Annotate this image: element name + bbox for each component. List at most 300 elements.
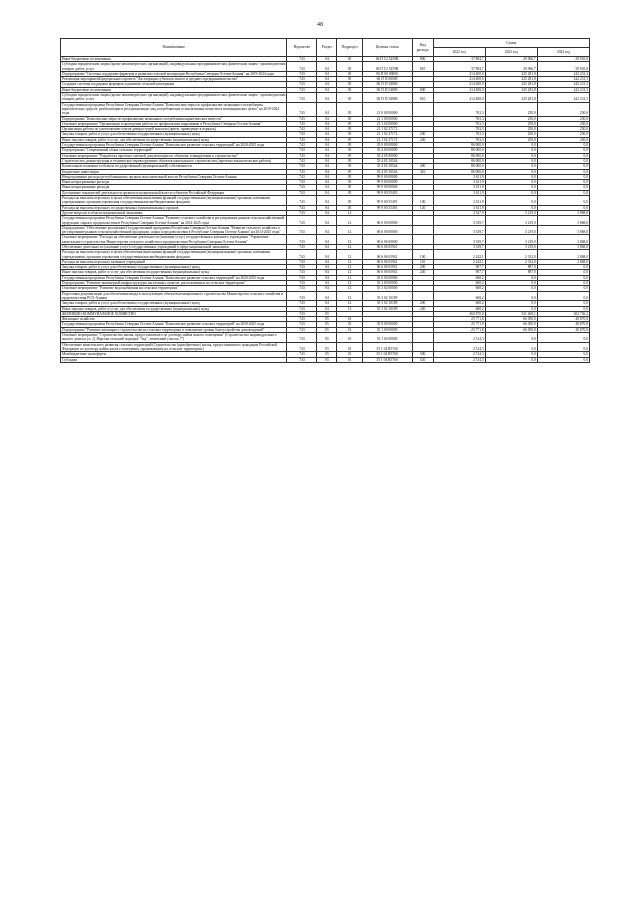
row-target-article: 06 6 06 05941: [362, 270, 412, 275]
row-sum-2022: 668,2: [433, 286, 485, 291]
row-target-article: 35 1 04 R5760: [362, 352, 412, 357]
row-sum-2022: 2 514,3: [433, 333, 485, 343]
row-sum-2023: 0,0: [485, 143, 537, 148]
row-vedomstvo: 743: [287, 205, 317, 210]
row-sum-2023: 2 332,0: [485, 259, 537, 264]
row-expense-type: 500: [412, 352, 433, 357]
row-vedomstvo: 743: [287, 357, 317, 362]
row-razdel: 04: [317, 270, 337, 275]
row-sum-2022: 2 514,3: [433, 342, 485, 352]
row-sum-2024: 0,0: [537, 180, 589, 185]
row-podrazdel: 05: [337, 205, 362, 210]
row-podrazdel: 05: [337, 180, 362, 185]
row-target-article: 21 1 02 27172: [362, 127, 412, 132]
row-sum-2024: 0,0: [537, 185, 589, 190]
row-name: Другие вопросы в области национальной экономики: [61, 210, 287, 215]
row-vedomstvo: 743: [287, 352, 317, 357]
row-sum-2022: 668,2: [433, 281, 485, 286]
row-sum-2022: 668,2: [433, 306, 485, 311]
row-razdel: 05: [317, 317, 337, 322]
row-razdel: 05: [317, 311, 337, 316]
row-sum-2023: 0,0: [485, 180, 537, 185]
row-vedomstvo: 743: [287, 116, 317, 121]
table-row: [61, 291, 590, 301]
row-podrazdel: 01: [337, 322, 362, 327]
row-target-article: 06 П I5 54800: [362, 93, 412, 103]
row-razdel: 04: [317, 180, 337, 185]
row-sum-2023: 66 050,0: [485, 322, 537, 327]
row-sum-2023: 887,0: [485, 270, 537, 275]
row-target-article: 06 6 06 05941: [362, 265, 412, 270]
row-target-article: 06 П I5 54800: [362, 87, 412, 92]
row-sum-2023: 0,0: [485, 301, 537, 306]
row-razdel: 04: [317, 174, 337, 179]
row-sum-2024: 0,0: [537, 174, 589, 179]
row-vedomstvo: 743: [287, 265, 317, 270]
row-target-article: 06 6 06 05941: [362, 250, 412, 260]
row-target-article: 99 9 00 55491: [362, 190, 412, 195]
row-podrazdel: 12: [337, 275, 362, 280]
row-name: Иные закупки товаров, работ и услуг для обеспечения государственных (муниципальных) нужд: [61, 306, 287, 311]
row-sum-2023: 250,0: [485, 116, 537, 121]
row-razdel: 04: [317, 225, 337, 235]
row-expense-type: 800: [412, 87, 433, 92]
row-vedomstvo: 743: [287, 244, 317, 249]
row-sum-2022: 3 611,9: [433, 190, 485, 195]
row-sum-2024: 0,0: [537, 143, 589, 148]
row-sum-2023: 250,0: [485, 132, 537, 137]
row-sum-2024: 0,0: [537, 342, 589, 352]
row-name: Расходы на выплаты персоналу в целях обеспечения выполнения функций государственными (муниципальными) органами, казенными учреждениями, органами управления государственными внебюджетными фондами: [61, 250, 287, 260]
row-sum-2023: 887,0: [485, 265, 537, 270]
row-sum-2023: 0,0: [485, 281, 537, 286]
row-vedomstvo: 743: [287, 121, 317, 126]
row-target-article: 35 4 05 10544: [362, 164, 412, 169]
row-sum-2024: 0,0: [537, 357, 589, 362]
row-razdel: 04: [317, 62, 337, 72]
row-sum-2024: 0,0: [537, 291, 589, 301]
row-razdel: 04: [317, 82, 337, 87]
row-sum-2024: 3 868,0: [537, 235, 589, 245]
row-sum-2023: 0,0: [485, 148, 537, 153]
row-razdel: 04: [317, 244, 337, 249]
row-expense-type: 810: [412, 93, 433, 103]
row-vedomstvo: 743: [287, 311, 317, 316]
row-name: Организация работы по уничтожению очагов дикорастущей конопли (прием, приведение в порядок): [61, 127, 287, 132]
row-name: Подпрограмма "Комплексные меры по профилактике незаконного потребления наркотических веществ": [61, 116, 287, 121]
row-sum-2022: 3 611,9: [433, 196, 485, 206]
row-sum-2022: 86 000,0: [433, 153, 485, 158]
row-expense-type: 400: [412, 164, 433, 169]
row-vedomstvo: 743: [287, 275, 317, 280]
row-expense-type: 200: [412, 132, 433, 137]
row-vedomstvo: 743: [287, 132, 317, 137]
row-sum-2023: 66 050,0: [485, 327, 537, 332]
row-vedomstvo: 743: [287, 333, 317, 343]
row-sum-2022: 2 242,1: [433, 259, 485, 264]
row-name: Иные закупки товаров, работ и услуг для обеспечения государственных (муниципальных) нужд: [61, 137, 287, 142]
row-sum-2022: 25 771,8: [433, 327, 485, 332]
row-name: Государственная программа Республики Северная Осетия-Алания "Комплексные меры по профилактике незаконного потребления наркотических средств, реабилитации и ресоциализации лиц, потребляющих психоактивные вещества в немедицинских целях" на 2019-2024 годы: [61, 102, 287, 116]
row-razdel: 04: [317, 190, 337, 195]
row-sum-2022: 25 771,8: [433, 322, 485, 327]
header-year-2023: 2023 год: [485, 48, 537, 57]
row-sum-2023: 250,0: [485, 121, 537, 126]
row-vedomstvo: 743: [287, 158, 317, 163]
row-sum-2023: 0,0: [485, 153, 537, 158]
row-target-article: 35 3 00 00000: [362, 281, 412, 286]
row-podrazdel: 05: [337, 57, 362, 62]
row-vedomstvo: 743: [287, 82, 317, 87]
row-target-article: 35 3 02 10189: [362, 291, 412, 301]
row-target-article: 06 П Т2 5259В: [362, 57, 412, 62]
table-row: [61, 357, 590, 362]
row-sum-2024: 250,0: [537, 137, 589, 142]
row-podrazdel: 01: [337, 327, 362, 332]
row-podrazdel: 05: [337, 164, 362, 169]
row-sum-2024: 0,0: [537, 265, 589, 270]
row-sum-2022: 763,3: [433, 132, 485, 137]
row-podrazdel: 05: [337, 116, 362, 121]
row-name: Подпрограмма "Развитие инженерной инфраструктуры населенных пунктов, расположенных на сельских территориях": [61, 281, 287, 286]
row-sum-2024: 0,0: [537, 286, 589, 291]
row-expense-type: [412, 333, 433, 343]
row-sum-2022: 668,2: [433, 291, 485, 301]
row-name: Государственная программа Республики Северная Осетия-Алания "Комплексное развитие сельских территорий" на 2020-2025 годы: [61, 275, 287, 280]
row-sum-2023: 225 281,8: [485, 87, 537, 92]
row-sum-2022: 86 000,0: [433, 169, 485, 174]
row-razdel: 04: [317, 205, 337, 210]
row-podrazdel: 12: [337, 235, 362, 245]
row-vedomstvo: 743: [287, 148, 317, 153]
row-expense-type: [412, 216, 433, 226]
row-target-article: 06 0 00 00000: [362, 216, 412, 226]
row-name: Подпрограмма "Современный облик сельских территорий": [61, 148, 287, 153]
row-sum-2022: 668,2: [433, 301, 485, 306]
row-sum-2024: 242 231,3: [537, 82, 589, 87]
row-podrazdel: 12: [337, 216, 362, 226]
row-name: Подпрограмма "Развитие жилищного строительства на сельских территориях и повышение уровня благоустройства домовладений": [61, 327, 287, 332]
table-body: [61, 57, 590, 363]
row-razdel: 04: [317, 259, 337, 264]
row-vedomstvo: 743: [287, 143, 317, 148]
row-razdel: 04: [317, 281, 337, 286]
row-sum-2024: 0,0: [537, 148, 589, 153]
row-podrazdel: 05: [337, 185, 362, 190]
row-sum-2023: 0,0: [485, 275, 537, 280]
row-podrazdel: 01: [337, 333, 362, 343]
row-sum-2024: 29 945,8: [537, 57, 589, 62]
row-podrazdel: 12: [337, 210, 362, 215]
row-name: Основное мероприятие "Организация и проведение работы по профилактике наркомании в Республике Северная Осетия-Алания": [61, 121, 287, 126]
row-target-article: 06 П 00 00000: [362, 71, 412, 76]
row-sum-2023: 0,0: [485, 352, 537, 357]
row-sum-2024: 242 231,3: [537, 87, 589, 92]
row-razdel: 04: [317, 235, 337, 245]
row-expense-type: 120: [412, 205, 433, 210]
row-target-article: 35 4 05 10544: [362, 158, 412, 163]
row-podrazdel: 05: [337, 132, 362, 137]
row-sum-2023: 29 966,7: [485, 57, 537, 62]
row-podrazdel: 05: [337, 196, 362, 206]
row-name: Расходы на выплаты персоналу казенных учреждений: [61, 259, 287, 264]
row-name: Строительство, реконструкция и техническое перевооружение объектов капитального строительства (проектно-изыскательские работы): [61, 158, 287, 163]
row-expense-type: 240: [412, 137, 433, 142]
row-expense-type: [412, 342, 433, 352]
row-vedomstvo: 743: [287, 301, 317, 306]
row-podrazdel: 05: [337, 174, 362, 179]
row-sum-2023: 0,0: [485, 169, 537, 174]
row-razdel: 04: [317, 121, 337, 126]
row-sum-2023: 0,0: [485, 174, 537, 179]
row-target-article: 06 П I5 00000: [362, 77, 412, 82]
row-name: Создание системы поддержки фермеров и развитие сельской кооперации: [61, 82, 287, 87]
row-name: Капитальные вложения в объекты государственной (муниципальной) собственности: [61, 164, 287, 169]
row-sum-2024: 250,0: [537, 116, 589, 121]
header-podrazdel: Подраздел: [337, 39, 362, 57]
row-razdel: 04: [317, 77, 337, 82]
row-razdel: 04: [317, 196, 337, 206]
row-sum-2023: 225 281,8: [485, 77, 537, 82]
row-vedomstvo: 743: [287, 102, 317, 116]
row-sum-2024: 0,0: [537, 164, 589, 169]
row-podrazdel: 05: [337, 87, 362, 92]
row-podrazdel: 12: [337, 259, 362, 264]
row-sum-2023: 250,0: [485, 137, 537, 142]
table-row: [61, 93, 590, 103]
row-vedomstvo: 743: [287, 342, 317, 352]
row-sum-2024: 242 231,3: [537, 77, 589, 82]
row-sum-2022: 3 611,9: [433, 180, 485, 185]
row-sum-2024: 0,0: [537, 190, 589, 195]
row-podrazdel: 05: [337, 93, 362, 103]
row-sum-2024: 2 868,0: [537, 250, 589, 260]
row-vedomstvo: 743: [287, 286, 317, 291]
row-target-article: 35 3 02 00000: [362, 286, 412, 291]
row-razdel: 04: [317, 148, 337, 153]
row-target-article: 21 1 02 00000: [362, 121, 412, 126]
row-vedomstvo: 743: [287, 270, 317, 275]
row-razdel: 04: [317, 158, 337, 163]
row-expense-type: 110: [412, 259, 433, 264]
row-sum-2022: 907,7: [433, 265, 485, 270]
row-podrazdel: 12: [337, 301, 362, 306]
row-razdel: 04: [317, 132, 337, 137]
row-sum-2023: 0,0: [485, 196, 537, 206]
row-name: Подпрограмма "Системы поддержки фермеров и развития сельской кооперации Республики Северная Осетия-Алания" на 2019-2024 годы: [61, 71, 287, 76]
row-podrazdel: 05: [337, 158, 362, 163]
row-sum-2022: 214 408,0: [433, 71, 485, 76]
table-row: [61, 102, 590, 116]
row-sum-2024: 0,0: [537, 270, 589, 275]
row-sum-2022: 25 771,8: [433, 317, 485, 322]
row-vedomstvo: 743: [287, 327, 317, 332]
page-number: 48: [317, 22, 323, 28]
row-sum-2022: 86 000,0: [433, 148, 485, 153]
row-expense-type: 410: [412, 169, 433, 174]
row-vedomstvo: 743: [287, 196, 317, 206]
row-expense-type: 240: [412, 306, 433, 311]
row-podrazdel: 12: [337, 286, 362, 291]
row-vedomstvo: 743: [287, 169, 317, 174]
row-name: Основное мероприятие "Развитие водоснабжения на сельских территориях": [61, 286, 287, 291]
row-sum-2024: 242 231,3: [537, 93, 589, 103]
row-sum-2023: 3 219,0: [485, 244, 537, 249]
row-target-article: 35 0 00 00000: [362, 322, 412, 327]
row-name: Иные бюджетные ассигнования: [61, 87, 287, 92]
row-sum-2023: 66 050,0: [485, 317, 537, 322]
row-sum-2023: 0,0: [485, 291, 537, 301]
row-sum-2024: 250,0: [537, 102, 589, 116]
row-vedomstvo: 743: [287, 77, 317, 82]
row-name: Обеспечение деятельности (оказание услуг) государственных учреждений в сфере национальной экономики: [61, 244, 287, 249]
row-name: Государственная программа Республики Северная Осетия-Алания "Развитие сельского хозяйства и регулирование рынков сельскохозяйственной продукции, сырья и продовольствия в Республике Северная Осетия-Алания" на 2014-2025 годы: [61, 216, 287, 226]
row-sum-2023: 0,0: [485, 190, 537, 195]
row-razdel: 05: [317, 352, 337, 357]
row-sum-2024: 0,0: [537, 306, 589, 311]
row-razdel: 04: [317, 93, 337, 103]
row-expense-type: 100: [412, 196, 433, 206]
row-podrazdel: 05: [337, 169, 362, 174]
row-razdel: 04: [317, 137, 337, 142]
row-target-article: 21 1 02 27172: [362, 132, 412, 137]
row-sum-2022: 907,7: [433, 270, 485, 275]
row-sum-2023: 0,0: [485, 185, 537, 190]
table-row: [61, 333, 590, 343]
row-razdel: 04: [317, 87, 337, 92]
row-podrazdel: 05: [337, 121, 362, 126]
row-podrazdel: 12: [337, 265, 362, 270]
row-name: Достижение показателей деятельности органов исполнительной власти субъектов Российской Федерации: [61, 190, 287, 195]
row-sum-2023: 0,0: [485, 306, 537, 311]
row-sum-2023: 0,0: [485, 158, 537, 163]
row-name: Иные непрограммные расходы: [61, 180, 287, 185]
row-name: Расходы на выплаты персоналу в целях обеспечения выполнения функций государственными (муниципальными) органами, казенными учреждениями, органами управления государственными внебюджетными фондами: [61, 196, 287, 206]
row-sum-2022: 460 870,0: [433, 311, 485, 316]
row-sum-2022: 763,3: [433, 121, 485, 126]
header-summa: Сумма: [433, 39, 589, 48]
row-sum-2024: 0,0: [537, 301, 589, 306]
row-razdel: 04: [317, 275, 337, 280]
row-podrazdel: 05: [337, 143, 362, 148]
row-target-article: 35 0 00 00000: [362, 143, 412, 148]
table-row: [61, 216, 590, 226]
row-expense-type: 240: [412, 270, 433, 275]
row-podrazdel: 01: [337, 352, 362, 357]
row-expense-type: 520: [412, 357, 433, 362]
row-sum-2022: 3 327,9: [433, 210, 485, 215]
row-name: Непрограммные расходы республиканских органов исполнительной власти Республики Северная Осетия-Алания: [61, 174, 287, 179]
row-sum-2024: 0,0: [537, 153, 589, 158]
header-target-article: Целевая статья: [362, 39, 412, 57]
row-target-article: 99 9 00 55491: [362, 205, 412, 210]
header-vedomstvo: Ведомство: [287, 39, 317, 57]
row-target-article: 35 3 02 10189: [362, 306, 412, 311]
table-row: [61, 196, 590, 206]
row-podrazdel: 05: [337, 82, 362, 87]
row-target-article: 35 0 00 00000: [362, 275, 412, 280]
row-sum-2024: 3 868,0: [537, 225, 589, 235]
row-vedomstvo: 743: [287, 317, 317, 322]
row-razdel: 04: [317, 301, 337, 306]
row-vedomstvo: 743: [287, 62, 317, 72]
row-target-article: 06 6 00 00000: [362, 225, 412, 235]
row-vedomstvo: 743: [287, 180, 317, 185]
row-vedomstvo: 743: [287, 185, 317, 190]
budget-table: [60, 38, 590, 363]
row-vedomstvo: 743: [287, 153, 317, 158]
row-expense-type: 800: [412, 57, 433, 62]
row-target-article: 06 6 06 05941: [362, 244, 412, 249]
table-row: [61, 235, 590, 245]
row-razdel: 04: [317, 185, 337, 190]
table-row: [61, 250, 590, 260]
table-row: [61, 62, 590, 72]
row-sum-2023: 29 966,7: [485, 62, 537, 72]
row-podrazdel: 01: [337, 357, 362, 362]
row-target-article: 99 9 00 55491: [362, 196, 412, 206]
row-vedomstvo: 743: [287, 71, 317, 76]
row-target-article: 06 6 06 05941: [362, 259, 412, 264]
row-target-article: 35 1 04 R5760: [362, 342, 412, 352]
row-vedomstvo: 743: [287, 306, 317, 311]
row-vedomstvo: 743: [287, 291, 317, 301]
row-name: Государственная программа Республики Северная Осетия-Алания "Комплексное развитие сельских территорий" на 2020-2025 годы: [61, 322, 287, 327]
row-sum-2022: 2 514,3: [433, 352, 485, 357]
row-razdel: 05: [317, 342, 337, 352]
row-vedomstvo: 743: [287, 259, 317, 264]
row-target-article: 35 4 05 10544: [362, 169, 412, 174]
row-podrazdel: 05: [337, 190, 362, 195]
row-sum-2022: 214 408,0: [433, 93, 485, 103]
row-sum-2022: 37 894,7: [433, 57, 485, 62]
row-sum-2023: 225 281,8: [485, 71, 537, 76]
row-vedomstvo: 743: [287, 210, 317, 215]
row-sum-2023: 250,0: [485, 102, 537, 116]
row-target-article: 99 9 00 00000: [362, 185, 412, 190]
row-name: Иные непрограммные расходы: [61, 185, 287, 190]
row-podrazdel: 12: [337, 306, 362, 311]
row-expense-type: [412, 225, 433, 235]
row-sum-2024: 3 868,0: [537, 216, 589, 226]
row-name: Подпрограмма "Обеспечение реализации Государственной программы Республики Северная Осетия-Алания "Развитие сельского хозяйства и регулирование рынков сельскохозяйственной продукции, сырья и продовольствия в Республике Северная Осетия-Алания" на 2014-2025 годы": [61, 225, 287, 235]
row-sum-2023: 250,0: [485, 127, 537, 132]
row-sum-2023: 0,0: [485, 286, 537, 291]
row-razdel: 05: [317, 322, 337, 327]
row-name: Жилищное хозяйство: [61, 317, 287, 322]
row-target-article: 21 1 02 27172: [362, 137, 412, 142]
row-expense-type: 100: [412, 250, 433, 260]
row-name: Бюджетные инвестиции: [61, 169, 287, 174]
row-vedomstvo: 743: [287, 281, 317, 286]
row-razdel: 04: [317, 265, 337, 270]
row-vedomstvo: 743: [287, 87, 317, 92]
row-sum-2023: 225 281,8: [485, 93, 537, 103]
row-sum-2024: 250,0: [537, 127, 589, 132]
row-vedomstvo: 743: [287, 93, 317, 103]
row-sum-2024: 0,0: [537, 169, 589, 174]
row-sum-2022: 214 408,0: [433, 77, 485, 82]
row-vedomstvo: 743: [287, 57, 317, 62]
row-sum-2024: 2 868,0: [537, 259, 589, 264]
row-sum-2024: 0,0: [537, 333, 589, 343]
row-razdel: 04: [317, 71, 337, 76]
row-sum-2024: 250,0: [537, 121, 589, 126]
row-sum-2024: 242 231,3: [537, 71, 589, 76]
row-sum-2024: 0,0: [537, 205, 589, 210]
row-podrazdel: 01: [337, 342, 362, 352]
row-sum-2024: 48 870,8: [537, 322, 589, 327]
